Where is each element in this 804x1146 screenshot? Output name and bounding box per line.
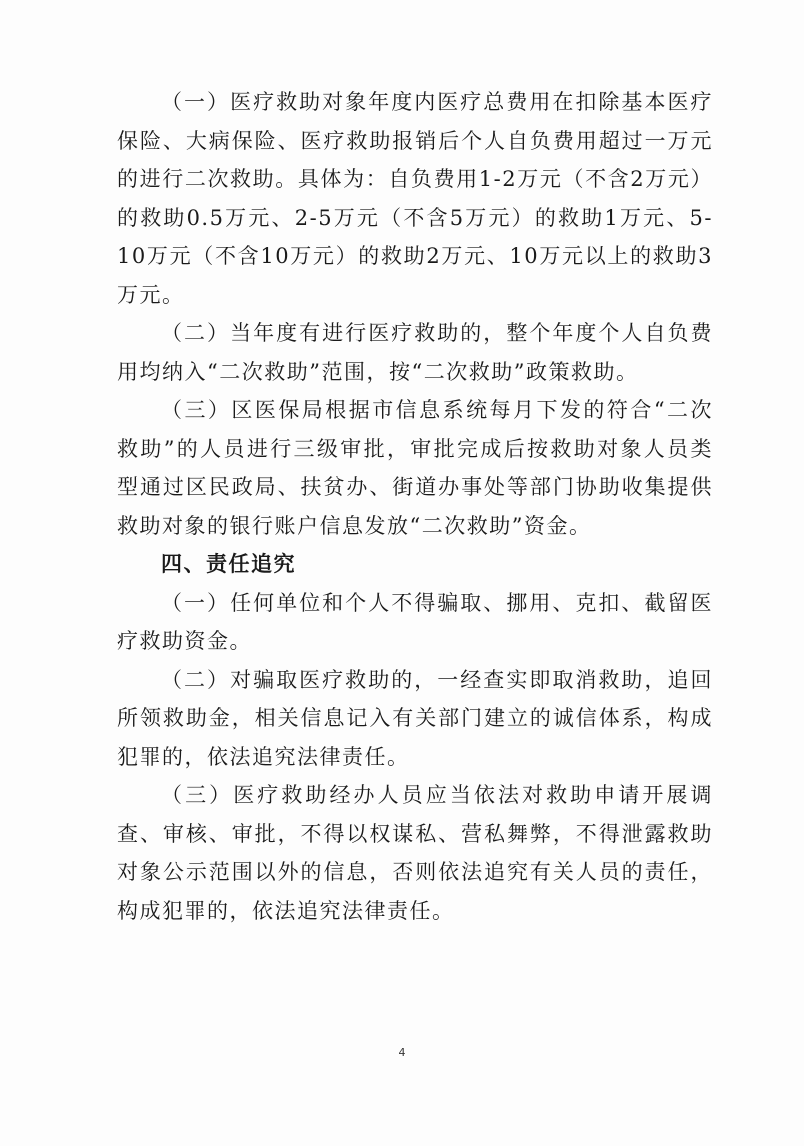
paragraph-staff-conduct: （三）医疗救助经办人员应当依法对救助申请开展调查、审核、审批，不得以权谋私、营私舞弊，不得泄露救助对象公示范围以外的信息，否则依法追究有关人员的责任，构成犯罪的，依法追究法律责任。: [117, 783, 713, 923]
paragraph-fraud-penalty: （二）对骗取医疗救助的，一经查实即取消救助，追回所领救助金，相关信息记入有关部门建立的诚信体系，构成犯罪的，依法追究法律责任。: [117, 667, 713, 769]
paragraph-secondary-aid-criteria: （一）医疗救助对象年度内医疗总费用在扣除基本医疗保险、大病保险、医疗救助报销后个人自负费用超过一万元的进行二次救助。具体为：自负费用1-2万元（不含2万元）的救助0.5万元、2-5万元（不含5万元）的救助1万元、5-10万元（不含10万元）的救助2万元、10万元以上的救助3万元。: [117, 90, 713, 307]
paragraph-no-misuse-of-funds: （一）任何单位和个人不得骗取、挪用、克扣、截留医疗救助资金。: [117, 590, 713, 653]
document-body: [117, 83, 713, 930]
paragraph-approval-and-disbursement: （三）区医保局根据市信息系统每月下发的符合“二次救助”的人员进行三级审批，审批完成后按救助对象人员类型通过区民政局、扶贫办、街道办事处等部门协助收集提供救助对象的银行账户信息发放“二次救助”资金。: [117, 398, 713, 538]
page-number: 4: [398, 1046, 406, 1059]
section-heading-accountability: 四、责任追究: [161, 551, 296, 576]
paragraph-annual-self-pay-scope: （二）当年度有进行医疗救助的，整个年度个人自负费用均纳入“二次救助”范围，按“二次救助”政策救助。: [117, 321, 713, 384]
